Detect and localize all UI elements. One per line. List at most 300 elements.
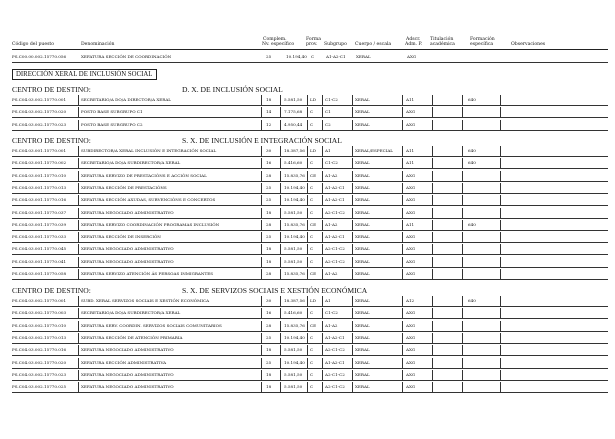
column-divider bbox=[261, 370, 262, 380]
column-divider bbox=[462, 257, 463, 267]
cell-code: PS.C00.00.002.15770.056 bbox=[12, 54, 67, 59]
column-divider bbox=[322, 183, 323, 193]
header-titulacion-top: Titulación bbox=[430, 37, 454, 42]
cell-adm: AXG bbox=[406, 271, 416, 276]
cell-cuerpo: XERAL bbox=[355, 197, 370, 203]
cell-name: SUBDIRECTOR/A XERAL INCLUSIÓN E INTEGRACIÓN SOCIAL bbox=[81, 148, 217, 153]
cell-name: SECRETARIO/A DO/A SUBDIRECTOR/A XERAL bbox=[81, 310, 181, 316]
column-divider bbox=[322, 382, 323, 392]
column-divider bbox=[500, 333, 501, 343]
column-divider bbox=[322, 208, 323, 218]
column-divider bbox=[462, 107, 463, 117]
cell-nv: 25 bbox=[266, 334, 272, 340]
cell-fp: C bbox=[310, 384, 314, 390]
column-divider bbox=[307, 146, 308, 156]
cell-name: POSTO BASE SUBGRUPO C2 bbox=[81, 121, 143, 127]
column-divider bbox=[352, 333, 353, 343]
column-divider bbox=[402, 370, 403, 380]
cell-cuerpo: XERAL bbox=[355, 246, 370, 252]
cell-code: PS.C04.03.001.15770.013 bbox=[12, 184, 67, 190]
column-divider bbox=[322, 345, 323, 355]
column-divider bbox=[322, 107, 323, 117]
column-divider bbox=[432, 244, 433, 254]
cell-adm: A11 bbox=[406, 148, 415, 153]
header-formacion-bottom: específica bbox=[470, 42, 494, 47]
cell-adm: AXG bbox=[406, 334, 416, 340]
cell-nv: 18 bbox=[266, 246, 272, 252]
column-divider bbox=[500, 171, 501, 181]
column-divider bbox=[352, 195, 353, 205]
column-divider bbox=[500, 345, 501, 355]
cell-sg: C1-C2 bbox=[325, 160, 338, 166]
column-divider bbox=[307, 232, 308, 242]
cell-code: PS.C04.03.001.15770.045 bbox=[12, 246, 67, 252]
table-row bbox=[12, 208, 608, 219]
column-divider bbox=[462, 345, 463, 355]
cell-adm: AXG bbox=[406, 121, 416, 127]
cell-sg: A1-A2-C1 bbox=[325, 184, 345, 190]
cell-sg: A2-C1-C2 bbox=[325, 258, 345, 264]
cell-cuerpo: XERAL bbox=[355, 384, 370, 390]
cell-sg: A1-A2-C1 bbox=[325, 334, 345, 340]
column-divider bbox=[462, 120, 463, 130]
cell-nv: 25 bbox=[266, 197, 272, 203]
table-row bbox=[12, 232, 608, 243]
cell-esp: 10.194,40 bbox=[284, 334, 305, 340]
column-divider bbox=[307, 171, 308, 181]
column-divider bbox=[322, 370, 323, 380]
column-divider bbox=[500, 269, 501, 279]
cell-nv: 25 bbox=[266, 234, 272, 240]
cell-fp: C bbox=[310, 121, 314, 127]
cell-sg: A1-A2 bbox=[325, 322, 338, 328]
cell-form: 640 bbox=[468, 221, 476, 227]
column-divider bbox=[307, 296, 308, 306]
column-divider bbox=[78, 257, 79, 267]
column-divider bbox=[261, 257, 262, 267]
table-row bbox=[12, 171, 608, 182]
table-row bbox=[12, 107, 608, 118]
cell-code: PS.C04.03.002.15770.013 bbox=[12, 334, 67, 340]
header-subgrupo: Subgrupo bbox=[324, 42, 347, 47]
cell-sg: A2-C1-C2 bbox=[325, 384, 345, 390]
column-divider bbox=[432, 333, 433, 343]
column-divider bbox=[322, 158, 323, 168]
column-divider bbox=[432, 296, 433, 306]
cell-cuerpo: XERAL bbox=[355, 310, 370, 316]
cell-esp: 5.581,50 bbox=[284, 209, 303, 215]
cell-esp: 5.581,50 bbox=[284, 97, 303, 102]
column-divider bbox=[500, 107, 501, 117]
cell-nv: 28 bbox=[266, 322, 272, 328]
column-divider bbox=[402, 308, 403, 318]
column-divider bbox=[280, 257, 281, 267]
column-divider bbox=[322, 269, 323, 279]
column-divider bbox=[352, 269, 353, 279]
cell-esp: 10.194,40 bbox=[284, 184, 305, 190]
cell-fp: C bbox=[310, 334, 314, 340]
cell-esp: 15.835,76 bbox=[284, 322, 305, 328]
column-divider bbox=[432, 220, 433, 230]
column-divider bbox=[280, 107, 281, 117]
cell-cuerpo: XERAL bbox=[355, 258, 370, 264]
column-divider bbox=[462, 195, 463, 205]
column-divider bbox=[352, 158, 353, 168]
cell-code: PS.C04.03.002.15770.001 bbox=[12, 298, 67, 303]
table-row bbox=[12, 195, 608, 206]
cell-nv: 18 bbox=[266, 209, 272, 215]
column-divider bbox=[322, 120, 323, 130]
cell-adm: AXG bbox=[406, 246, 416, 252]
column-divider bbox=[402, 220, 403, 230]
column-divider bbox=[280, 296, 281, 306]
cell-nv: 28 bbox=[266, 221, 272, 227]
column-divider bbox=[78, 296, 79, 306]
column-divider bbox=[261, 208, 262, 218]
column-divider bbox=[78, 345, 79, 355]
column-divider bbox=[500, 244, 501, 254]
column-divider bbox=[432, 382, 433, 392]
cell-code: PS.C04.03.001.15770.041 bbox=[12, 258, 67, 264]
header-adscr-bottom: Adm. P. bbox=[405, 42, 423, 47]
cell-fp: C bbox=[310, 359, 314, 365]
table-row bbox=[12, 146, 608, 157]
column-divider bbox=[352, 345, 353, 355]
cell-code: PS.C04.03.001.15770.033 bbox=[12, 234, 67, 240]
cell-code: PS.C04.03.002.15770.001 bbox=[12, 97, 67, 102]
column-divider bbox=[280, 171, 281, 181]
table-row bbox=[12, 296, 608, 307]
cell-cuerpo: XERAL bbox=[355, 184, 370, 190]
cell-name: XEFATURA SERVIZO DE PRESTACIÓNS E ACCIÓN SOCIAL bbox=[81, 172, 207, 178]
cell-esp: 10.194,40 bbox=[284, 234, 305, 240]
column-divider bbox=[280, 146, 281, 156]
column-divider bbox=[352, 370, 353, 380]
cell-code: PS.C04.03.002.15770.025 bbox=[12, 384, 67, 390]
column-divider bbox=[78, 321, 79, 331]
centro-label: CENTRO DE DESTINO: bbox=[12, 136, 91, 145]
cell-cuerpo: XERAL bbox=[355, 160, 370, 166]
column-divider bbox=[261, 244, 262, 254]
table-row bbox=[12, 244, 608, 255]
column-divider bbox=[402, 345, 403, 355]
column-divider bbox=[462, 370, 463, 380]
column-divider bbox=[78, 370, 79, 380]
header-complem-bottom: Nv. específico bbox=[262, 42, 295, 47]
column-divider bbox=[402, 382, 403, 392]
header-forma-top: Forma bbox=[306, 37, 321, 42]
cell-fp: C bbox=[310, 197, 314, 203]
column-divider bbox=[402, 333, 403, 343]
cell-adm: AXG bbox=[407, 54, 417, 59]
column-divider bbox=[352, 120, 353, 130]
column-divider bbox=[78, 107, 79, 117]
cell-form: 640 bbox=[468, 97, 476, 102]
column-divider bbox=[307, 208, 308, 218]
table-row bbox=[12, 120, 608, 131]
column-divider bbox=[462, 220, 463, 230]
cell-cuerpo: XERAL bbox=[355, 271, 370, 276]
cell-name: SUBD. XERAL SERVIZOS SOCIAIS E XESTIÓN ECONÓMICA bbox=[81, 298, 210, 303]
cell-sg: C1 bbox=[325, 109, 331, 115]
column-divider bbox=[307, 345, 308, 355]
column-divider bbox=[280, 183, 281, 193]
column-divider bbox=[307, 321, 308, 331]
column-divider bbox=[280, 244, 281, 254]
cell-fp: CE bbox=[310, 322, 317, 328]
cell-adm: AXG bbox=[406, 258, 416, 264]
column-divider bbox=[78, 382, 79, 392]
header-codigo: Código del puesto bbox=[12, 42, 55, 47]
column-divider bbox=[78, 358, 79, 368]
column-divider bbox=[261, 382, 262, 392]
cell-name: XEFATURA NEGOCIADO ADMINISTRATIVO bbox=[81, 384, 174, 390]
column-divider bbox=[352, 171, 353, 181]
column-divider bbox=[280, 333, 281, 343]
column-divider bbox=[352, 232, 353, 242]
cell-code: PS.C04.03.002.15770.010 bbox=[12, 322, 67, 328]
column-divider bbox=[261, 333, 262, 343]
cell-code: PS.C04.03.002.15770.020 bbox=[12, 359, 67, 365]
cell-name: XEFATURA SERVIZO ATENCIÓN ÁS PERSOAS INMIGRANTES bbox=[81, 271, 213, 276]
cell-name: XEFATURA SECCIÓN DE PRESTACIÓNS bbox=[81, 184, 167, 190]
column-divider bbox=[462, 208, 463, 218]
cell-name: XEFATURA SECCIÓN ADMINISTRATIVA bbox=[81, 359, 167, 365]
cell-cuerpo: XERAL bbox=[355, 359, 370, 365]
column-divider bbox=[78, 95, 79, 105]
cell-adm: AXG bbox=[406, 310, 416, 316]
cell-nv: 18 bbox=[266, 371, 272, 377]
column-divider bbox=[280, 382, 281, 392]
column-divider bbox=[500, 95, 501, 105]
column-divider bbox=[322, 358, 323, 368]
cell-cuerpo: XERAL bbox=[355, 322, 370, 328]
cell-code: PS.C04.03.002.15770.023 bbox=[12, 121, 67, 127]
column-divider bbox=[352, 308, 353, 318]
cell-adm: AXG bbox=[406, 172, 416, 178]
direccion-box bbox=[12, 69, 157, 80]
cell-sg: A1-A2-C1 bbox=[325, 359, 345, 365]
column-divider bbox=[307, 333, 308, 343]
cell-esp: 5.581,50 bbox=[284, 246, 303, 252]
column-divider bbox=[78, 333, 79, 343]
cell-code: PS.C04.03.002.15770.016 bbox=[12, 347, 67, 353]
cell-adm: AXG bbox=[406, 197, 416, 203]
column-divider bbox=[78, 269, 79, 279]
cell-adm: A11 bbox=[406, 160, 415, 166]
cell-fp: C bbox=[310, 209, 314, 215]
column-divider bbox=[402, 107, 403, 117]
table-row bbox=[12, 358, 608, 369]
column-divider bbox=[352, 321, 353, 331]
cell-code: PS.C04.03.001.15770.016 bbox=[12, 197, 67, 203]
column-divider bbox=[322, 195, 323, 205]
header-titulacion-bottom: académica bbox=[430, 42, 455, 47]
column-divider bbox=[322, 321, 323, 331]
cell-esp: 10.194,40 bbox=[286, 54, 307, 59]
column-divider bbox=[402, 120, 403, 130]
column-divider bbox=[307, 358, 308, 368]
column-divider bbox=[280, 358, 281, 368]
cell-esp: 5.581,50 bbox=[284, 258, 303, 264]
column-divider bbox=[307, 183, 308, 193]
column-divider bbox=[402, 183, 403, 193]
table-row bbox=[12, 345, 608, 356]
column-divider bbox=[500, 183, 501, 193]
cell-fp: LD bbox=[310, 97, 317, 102]
direccion-title: DIRECCIÓN XERAL DE INCLUSIÓN SOCIAL bbox=[16, 70, 153, 78]
cell-esp: 15.835,76 bbox=[284, 221, 305, 227]
cell-adm: AXG bbox=[406, 184, 416, 190]
column-divider bbox=[500, 358, 501, 368]
cell-sg: A2-C1-C2 bbox=[325, 246, 345, 252]
column-divider bbox=[432, 107, 433, 117]
cell-nv: 16 bbox=[266, 310, 272, 316]
cell-fp: C bbox=[310, 310, 314, 316]
column-divider bbox=[462, 244, 463, 254]
cell-name: XEFATURA NEGOCIADO ADMINISTRATIVO bbox=[81, 371, 174, 377]
column-divider bbox=[307, 269, 308, 279]
column-divider bbox=[307, 95, 308, 105]
column-divider bbox=[307, 120, 308, 130]
column-divider bbox=[322, 171, 323, 181]
cell-fp: C bbox=[311, 54, 315, 59]
column-divider bbox=[78, 195, 79, 205]
column-divider bbox=[307, 220, 308, 230]
cell-sg: C1-C2 bbox=[325, 97, 338, 102]
column-divider bbox=[307, 158, 308, 168]
column-divider bbox=[261, 120, 262, 130]
column-divider bbox=[78, 120, 79, 130]
cell-cuerpo: XERAL bbox=[355, 121, 370, 127]
centro-label: CENTRO DE DESTINO: bbox=[12, 85, 91, 94]
cell-cuerpo: XERAL bbox=[355, 109, 370, 115]
column-divider bbox=[432, 345, 433, 355]
column-divider bbox=[322, 220, 323, 230]
cell-nv: 25 bbox=[266, 184, 272, 190]
column-divider bbox=[462, 269, 463, 279]
header-rule bbox=[12, 49, 608, 50]
column-divider bbox=[432, 146, 433, 156]
column-divider bbox=[432, 358, 433, 368]
cell-nv: 18 bbox=[266, 384, 272, 390]
column-divider bbox=[432, 208, 433, 218]
column-divider bbox=[402, 232, 403, 242]
cell-cuerpo: XERAL bbox=[355, 334, 370, 340]
column-divider bbox=[307, 370, 308, 380]
column-divider bbox=[322, 296, 323, 306]
column-divider bbox=[402, 358, 403, 368]
cell-nv: 30 bbox=[266, 148, 272, 153]
cell-cuerpo: XERAL bbox=[355, 234, 370, 240]
cell-form: 640 bbox=[468, 298, 476, 303]
table-row bbox=[12, 183, 608, 194]
cell-adm: AXG bbox=[406, 234, 416, 240]
cell-adm: A11 bbox=[406, 97, 415, 102]
column-divider bbox=[352, 183, 353, 193]
cell-sg: A2-C1-C2 bbox=[325, 209, 345, 215]
column-divider bbox=[402, 208, 403, 218]
cell-name: XEFATURA SECCIÓN DE COORDINACIÓN bbox=[81, 54, 172, 59]
table-row bbox=[12, 269, 608, 280]
table-row bbox=[12, 52, 608, 63]
column-divider bbox=[307, 244, 308, 254]
cell-name: XEFATURA NEGOCIADO ADMINISTRATIVO bbox=[81, 258, 174, 264]
cell-cuerpo: XERAL bbox=[355, 209, 370, 215]
cell-code: PS.C04.03.001.15770.001 bbox=[12, 148, 67, 153]
column-divider bbox=[261, 195, 262, 205]
cell-name: XEFATURA SECCIÓN DE ATENCIÓN PRIMARIA bbox=[81, 334, 183, 340]
column-divider bbox=[280, 220, 281, 230]
column-divider bbox=[307, 257, 308, 267]
cell-esp: 18.387,56 bbox=[284, 148, 305, 153]
cell-esp: 4.950,44 bbox=[284, 121, 303, 127]
column-divider bbox=[322, 257, 323, 267]
column-divider bbox=[261, 345, 262, 355]
cell-adm: AXG bbox=[406, 371, 416, 377]
cell-adm: AXG bbox=[406, 109, 416, 115]
column-divider bbox=[402, 321, 403, 331]
column-divider bbox=[78, 171, 79, 181]
table-row bbox=[12, 220, 608, 231]
column-divider bbox=[280, 195, 281, 205]
cell-form: 640 bbox=[468, 160, 476, 166]
column-divider bbox=[402, 244, 403, 254]
cell-sg: A2-C1-C2 bbox=[325, 371, 345, 377]
cell-esp: 5.416,60 bbox=[284, 310, 303, 316]
column-divider bbox=[352, 146, 353, 156]
column-divider bbox=[432, 158, 433, 168]
column-divider bbox=[78, 183, 79, 193]
centro-name: D. X. DE INCLUSIÓN SOCIAL bbox=[182, 85, 283, 94]
cell-code: PS.C04.03.002.15770.003 bbox=[12, 310, 67, 316]
column-divider bbox=[432, 321, 433, 331]
column-divider bbox=[261, 308, 262, 318]
column-divider bbox=[402, 95, 403, 105]
cell-nv: 25 bbox=[266, 54, 272, 59]
column-divider bbox=[280, 321, 281, 331]
cell-esp: 5.581,50 bbox=[284, 371, 303, 377]
cell-fp: C bbox=[310, 234, 314, 240]
cell-esp: 15.835,76 bbox=[284, 172, 305, 178]
column-divider bbox=[402, 146, 403, 156]
cell-name: XEFATURA SECCIÓN DE INSERCIÓN bbox=[81, 234, 161, 240]
table-row bbox=[12, 257, 608, 268]
column-divider bbox=[352, 107, 353, 117]
cell-nv: 18 bbox=[266, 347, 272, 353]
column-divider bbox=[432, 232, 433, 242]
column-divider bbox=[500, 158, 501, 168]
column-divider bbox=[500, 208, 501, 218]
cell-cuerpo: XERAL bbox=[355, 97, 370, 102]
cell-code: PS.C04.03.001.15770.058 bbox=[12, 271, 67, 276]
column-divider bbox=[322, 244, 323, 254]
cell-nv: 30 bbox=[266, 298, 272, 303]
cell-nv: 25 bbox=[266, 359, 272, 365]
cell-name: XEFATURA NEGOCIADO ADMINISTRATIVO bbox=[81, 209, 174, 215]
cell-sg: C1-C2 bbox=[325, 310, 338, 316]
column-divider bbox=[462, 146, 463, 156]
cell-sg: A1-A2-C1 bbox=[326, 54, 346, 59]
column-divider bbox=[78, 308, 79, 318]
table-row bbox=[12, 370, 608, 381]
cell-esp: 18.387,56 bbox=[284, 298, 305, 303]
column-divider bbox=[462, 321, 463, 331]
column-divider bbox=[500, 308, 501, 318]
column-divider bbox=[280, 120, 281, 130]
cell-nv: 28 bbox=[266, 271, 272, 276]
cell-code: PS.C04.03.002.15770.023 bbox=[12, 371, 67, 377]
